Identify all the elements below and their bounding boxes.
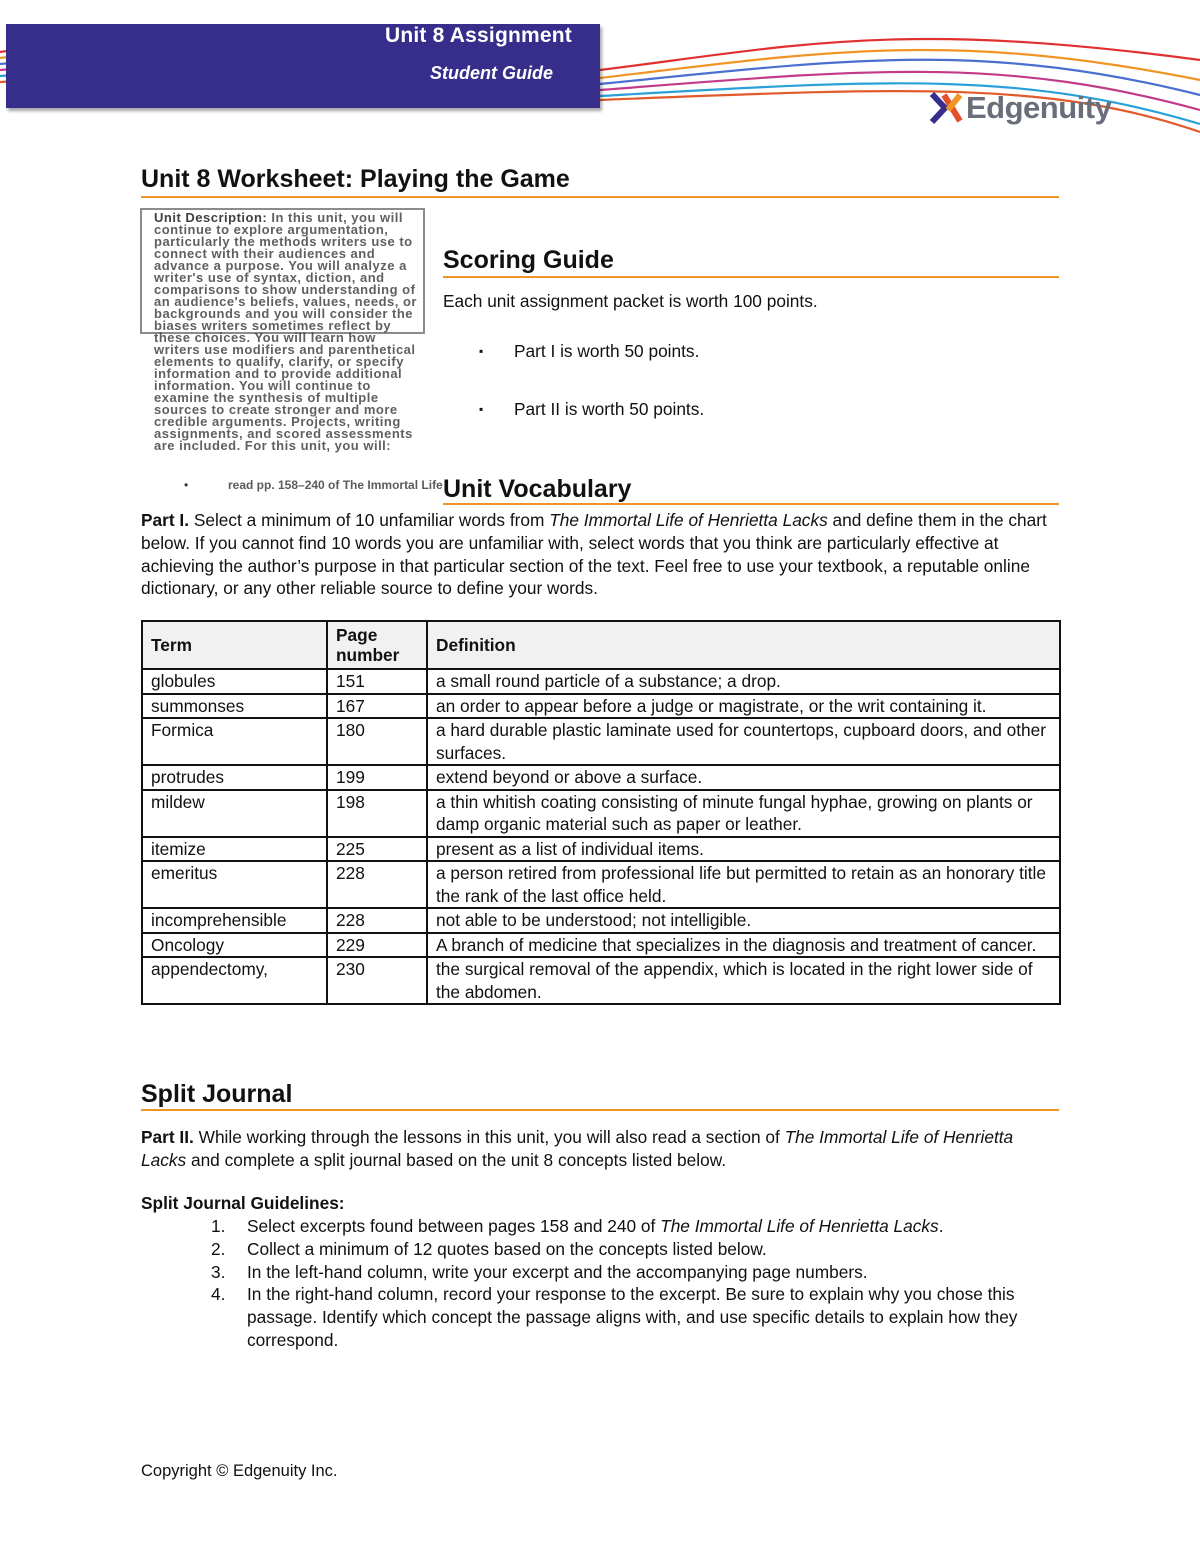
scoring-guide-rule — [443, 276, 1059, 278]
guideline-1-end: . — [938, 1216, 944, 1236]
book-title: The Immortal Life of Henrietta Lacks — [549, 510, 828, 530]
term-cell: itemize — [142, 837, 327, 862]
unit-description-panel — [150, 208, 443, 500]
split-journal-instructions-b: and complete a split journal based on the unit 8 concepts listed below. — [186, 1149, 727, 1170]
scoring-guide-intro: Each unit assignment packet is worth 100 points. — [443, 291, 818, 311]
page-number-cell: 228 — [327, 861, 427, 908]
page-number-cell: 198 — [327, 790, 427, 837]
edgenuity-x-icon — [930, 92, 964, 124]
guideline-4-text: In the right-hand column, record your response to the excerpt. Be sure to explain why you chose this passage. Identify which concept the passage aligns with, and use specific details to explain how they correspond. — [247, 1284, 1018, 1350]
page-number-cell: 229 — [327, 933, 427, 958]
column-header-term: Term — [142, 621, 327, 669]
worksheet-title: Unit 8 Worksheet: Playing the Game — [141, 165, 570, 193]
definition-cell: a small round particle of a substance; a drop. — [427, 669, 1060, 694]
split-journal-instructions-a: While working through the lessons in this unit, you will also read a section of — [193, 1127, 785, 1147]
part1-label: Part I. — [141, 510, 190, 530]
book-title: The Immortal Life of Henrietta Lacks — [141, 1127, 1014, 1170]
term-cell: summonses — [142, 694, 327, 719]
term-cell: Formica — [142, 718, 327, 765]
assignment-title: Unit 8 Assignment — [385, 24, 572, 47]
column-header-page: Page number — [327, 621, 427, 669]
table-row — [142, 765, 1060, 790]
term-cell: protrudes — [142, 765, 327, 790]
definition-cell: a person retired from professional life but permitted to retain as an honorary title the rank of the last office held. — [427, 861, 1060, 908]
vocabulary-rule — [443, 503, 1059, 505]
unit-description-bullet-marker: • — [184, 478, 189, 492]
term-cell: emeritus — [142, 861, 327, 908]
term-cell: appendectomy, — [142, 957, 327, 1004]
logo-wordmark: Edgenuity — [966, 90, 1112, 125]
bullet-icon: ▪ — [479, 402, 484, 416]
table-row — [142, 933, 1060, 958]
copyright-footer: Copyright © Edgenuity Inc. — [141, 1462, 338, 1480]
guidelines-list — [141, 1215, 1056, 1352]
definition-cell: a thin whitish coating consisting of minute fungal hyphae, growing on plants or damp organic material such as paper or leather. — [427, 790, 1060, 837]
part2-label: Part II. — [141, 1127, 194, 1147]
unit-description-title: Unit Description: — [154, 210, 268, 225]
guidelines-heading: Split Journal Guidelines: — [141, 1193, 345, 1213]
guideline-1-text: Select excerpts found between pages 158 and 240 of — [247, 1216, 661, 1236]
list-item: 2. Collect a minimum of 12 quotes based on the concepts listed below. — [211, 1238, 767, 1259]
scoring-guide-heading: Scoring Guide — [443, 246, 614, 274]
term-cell: mildew — [142, 790, 327, 837]
unit-vocabulary-heading: Unit Vocabulary — [443, 475, 632, 503]
title-rule — [141, 196, 1059, 198]
guideline-2-text: Collect a minimum of 12 quotes based on the concepts listed below. — [247, 1238, 767, 1259]
student-guide-label: Student Guide — [430, 63, 553, 83]
page-number-cell: 199 — [327, 765, 427, 790]
vocabulary-table — [141, 620, 1061, 1005]
scoring-item-part1: Part I is worth 50 points. — [514, 341, 700, 361]
table-row — [142, 669, 1060, 694]
split-journal-instructions — [141, 1126, 1056, 1172]
page-number-cell: 180 — [327, 718, 427, 765]
split-journal-rule — [141, 1109, 1059, 1111]
vocabulary-instructions-a: Select a minimum of 10 unfamiliar words from — [189, 510, 550, 530]
page-number-cell: 230 — [327, 957, 427, 1004]
column-header-definition: Definition — [427, 621, 1060, 669]
list-item: 4. In the right-hand column, record your response to the excerpt. Be sure to explain why you chose this passage. Identify which concept the passage aligns with, and use specific details to explain how they correspond. — [211, 1284, 1018, 1350]
definition-cell: a hard durable plastic laminate used for countertops, cupboard doors, and other surfaces. — [427, 718, 1060, 765]
list-item: 1. Select excerpts found between pages 158 and 240 of The Immortal Life of Henrietta Lacks. — [211, 1216, 944, 1236]
page-number-cell: 228 — [327, 908, 427, 933]
term-cell: incomprehensible — [142, 908, 327, 933]
definition-cell: A branch of medicine that specializes in the diagnosis and treatment of cancer. — [427, 933, 1060, 958]
table-row — [142, 861, 1060, 908]
vocabulary-instructions — [141, 509, 1061, 600]
definition-cell: extend beyond or above a surface. — [427, 765, 1060, 790]
split-journal-heading: Split Journal — [141, 1080, 293, 1108]
term-cell: globules — [142, 669, 327, 694]
bullet-icon: ▪ — [479, 344, 484, 358]
definition-cell: the surgical removal of the appendix, which is located in the right lower side of the abdomen. — [427, 957, 1060, 1004]
unit-description-bullet: read pp. 158–240 of The Immortal Life — [228, 478, 443, 492]
guideline-3-text: In the left-hand column, write your excerpt and the accompanying page numbers. — [247, 1261, 868, 1282]
page-number-cell: 225 — [327, 837, 427, 862]
guideline-1-title: The Immortal Life of Henrietta Lacks — [660, 1216, 939, 1236]
table-row — [142, 957, 1060, 1004]
unit-description-text: In this unit, you will continue to explore argumentation, particularly the methods writers use to connect with their audiences and advance a purpose. You will analyze a writer's use of syntax, diction, and comparisons to show understanding of an audience's beliefs, values, needs, or backgrounds and you will consider the biases writers sometimes reflect by these choices. You will learn how writers use modifiers and parenthetical elements to qualify, clarify, or specify information and to provide additional information. You will continue to examine the synthesis of multiple sources to create stronger and more credible arguments. Projects, writing assignments, and scored assessments are included. For this unit, you will: — [154, 210, 417, 453]
scoring-item-part2: Part II is worth 50 points. — [514, 399, 705, 419]
list-item: 3. In the left-hand column, write your excerpt and the accompanying page numbers. — [211, 1261, 868, 1282]
table-row — [142, 694, 1060, 719]
table-row — [142, 790, 1060, 837]
definition-cell: an order to appear before a judge or magistrate, or the writ containing it. — [427, 694, 1060, 719]
definition-cell: not able to be understood; not intelligible. — [427, 908, 1060, 933]
edgenuity-logo — [930, 88, 1111, 128]
table-row — [142, 908, 1060, 933]
page-number-cell: 151 — [327, 669, 427, 694]
term-cell: Oncology — [142, 933, 327, 958]
definition-cell: present as a list of individual items. — [427, 837, 1060, 862]
table-header-row — [142, 621, 1060, 669]
page-number-cell: 167 — [327, 694, 427, 719]
vocabulary-instructions-b: and define them in the chart below. If you cannot find 10 words you are unfamiliar with, select words that you think are particularly effective at achieving the author’s purpose in that particular section of the text. Feel free to use your textbook, a reputable online dictionary, or any other reliable source to define your words. — [141, 510, 1047, 599]
table-row — [142, 718, 1060, 765]
table-row — [142, 837, 1060, 862]
